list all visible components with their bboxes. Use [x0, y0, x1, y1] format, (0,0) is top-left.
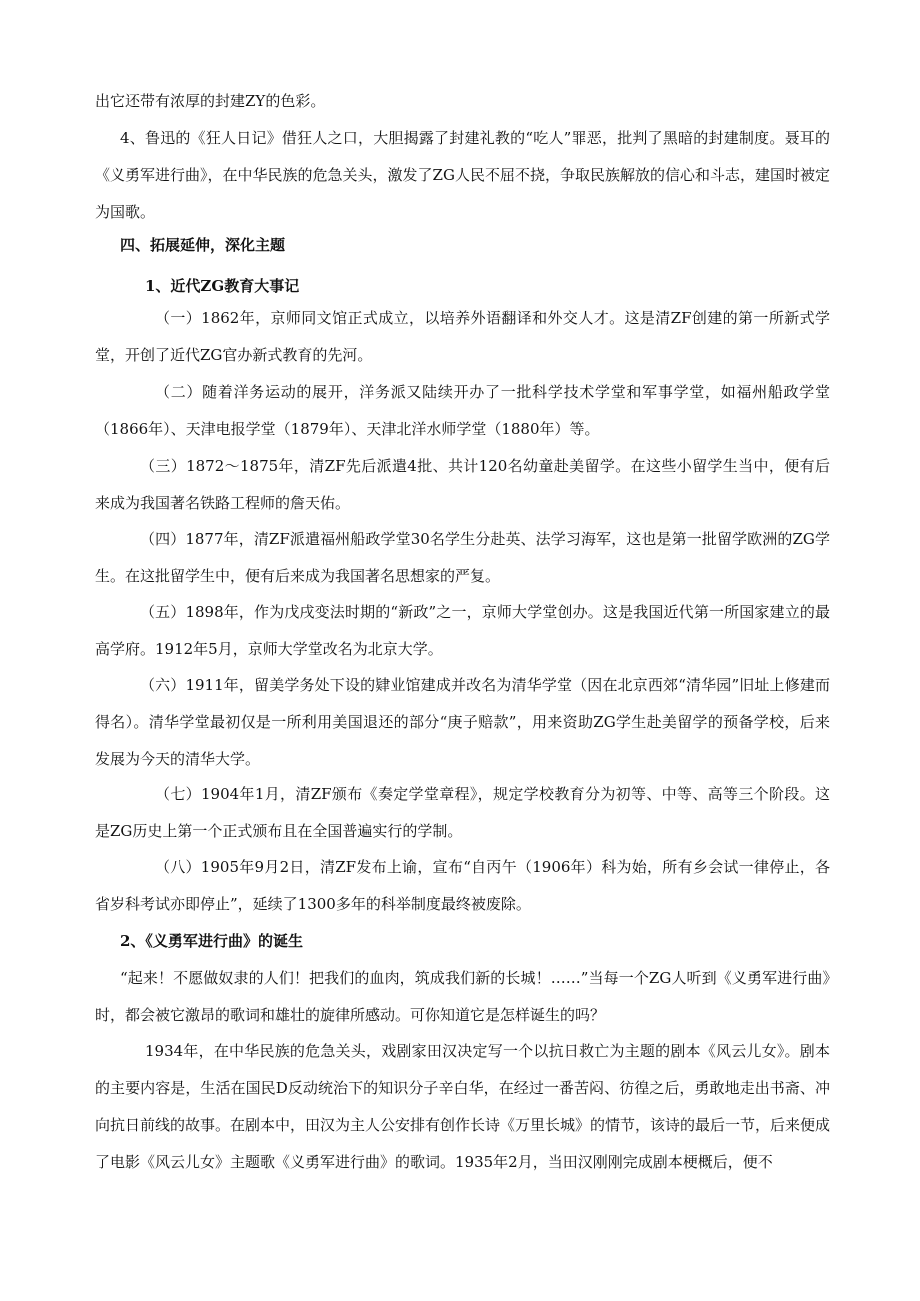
paragraph-event-7: （七）1904年1月，清ZF颁布《奏定学堂章程》，规定学校教育分为初等、中等、高等三个阶段。这是ZG历史上第一个正式颁布且在全国普遍实行的学制。	[95, 785, 830, 840]
paragraph-anthem-history: 1934年，在中华民族的危急关头，戏剧家田汉决定写一个以抗日救亡为主题的剧本《风云儿女》。剧本的主要内容是，生活在国民D反动统治下的知识分子辛白华，在经过一番苦闷、彷徨之后，勇敢地走出书斋、冲向抗日前线的故事。在剧本中，田汉为主人公安排有创作长诗《万里长城》的情节，该诗的最后一节，后来便成了电影《风云儿女》主题歌《义勇军进行曲》的歌词。1935年2月，当田汉刚刚完成剧本梗概后，便不	[95, 1042, 831, 1171]
paragraph-event-5: （五）1898年，作为戊戌变法时期的“新政”之一，京师大学堂创办。这是我国近代第一所国家建立的最高学府。1912年5月，京师大学堂改名为北京大学。	[95, 603, 830, 658]
paragraph-event-2: （二）随着洋务运动的展开，洋务派又陆续开办了一批科学技术学堂和军事学堂，如福州船政学堂（1866年）、天津电报学堂（1879年）、天津北洋水师学堂（1880年）等。	[95, 383, 830, 438]
section-heading: 四、拓展延伸，深化主题	[120, 236, 286, 254]
paragraph-event-1: （一）1862年，京师同文馆正式成立，以培养外语翻译和外交人才。这是清ZF创建的第一所新式学堂，开创了近代ZG官办新式教育的先河。	[95, 309, 830, 364]
paragraph-event-8: （八）1905年9月2日，清ZF发布上谕，宣布“自丙午（1906年）科为始，所有乡会试一律停止，各省岁科考试亦即停止”，延续了1300多年的科举制度最终被废除。	[95, 858, 830, 913]
paragraph-event-6: （六）1911年，留美学务处下设的肄业馆建成并改名为清华学堂（因在北京西郊“清华园”旧址上修建而得名）。清华学堂最初仅是一所利用美国退还的部分“庚子赔款”，用来资助ZG学生赴美留学的预备学校，后来发展为今天的清华大学。	[95, 676, 830, 768]
paragraph-anthem-intro: “起来！不愿做奴隶的人们！把我们的血肉，筑成我们新的长城！……”当每一个ZG人听到《义勇军进行曲》时，都会被它激昂的歌词和雄壮的旋律所感动。可你知道它是怎样诞生的吗？	[95, 969, 830, 1024]
paragraph-event-4: （四）1877年，清ZF派遣福州船政学堂30名学生分赴英、法学习海军，这也是第一批留学欧洲的ZG学生。在这批留学生中，便有后来成为我国著名思想家的严复。	[95, 530, 830, 585]
subsection-heading-education: 1、近代ZG教育大事记	[145, 277, 300, 295]
paragraph-event-3: （三）1872～1875年，清ZF先后派遣4批、共计120名幼童赴美留学。在这些小留学生当中，便有后来成为我国著名铁路工程师的詹天佑。	[95, 457, 830, 512]
subsection-heading-anthem: 2、《义勇军进行曲》的诞生	[120, 932, 303, 950]
paragraph-lu-xun-nie-er: 4、鲁迅的《狂人日记》借狂人之口，大胆揭露了封建礼教的“吃人”罪恶，批判了黑暗的封建制度。聂耳的《义勇军进行曲》，在中华民族的危急关头，激发了ZG人民不屈不挠，争取民族解放的信心和斗志，建国时被定为国歌。	[95, 129, 830, 221]
paragraph-continuation: 出它还带有浓厚的封建ZY的色彩。	[95, 92, 326, 110]
